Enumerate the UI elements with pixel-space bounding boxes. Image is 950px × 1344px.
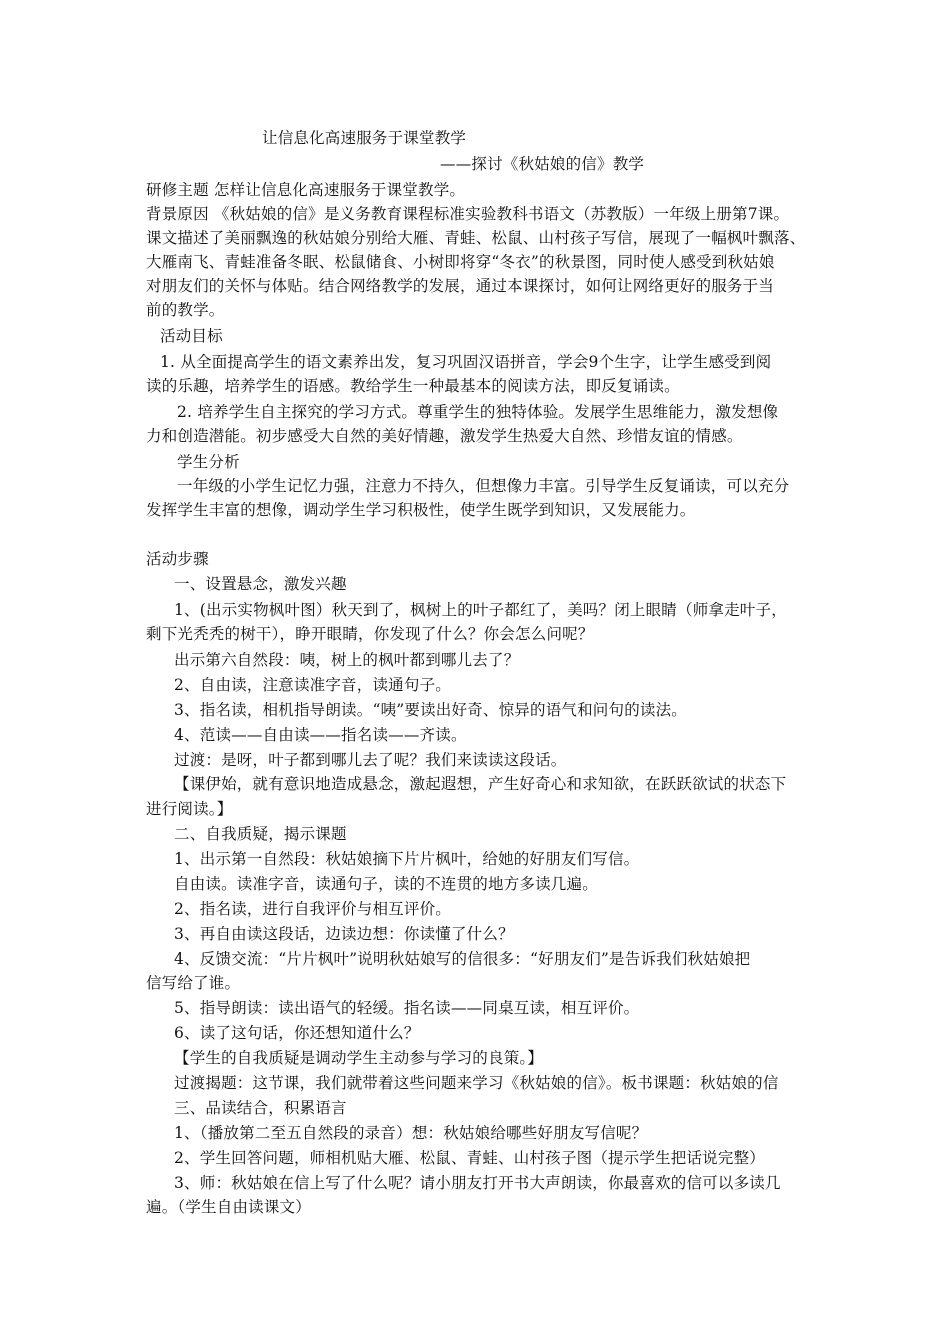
step-item: 3、指名读，相机指导朗读。“咦”要读出好奇、惊异的语气和问句的读法。	[174, 701, 688, 719]
step-item: 1、（播放第二至五自然段的录音）想：秋姑娘给哪些好朋友写信呢？	[174, 1124, 648, 1142]
step-item: 1、出示第一自然段：秋姑娘摘下片片枫叶，给她的好朋友们写信。	[174, 850, 640, 868]
document-subtitle: ——探讨《秋姑娘的信》教学	[440, 155, 645, 173]
background-line: 背景原因 《秋姑娘的信》是义务教育课程标准实验教科书语文（苏教版）一年级上册第7课。	[146, 205, 790, 223]
paragraph-line: 遍。（学生自由读课文）	[146, 1198, 311, 1216]
paragraph-line: 对朋友们的关怀与体贴。结合网络教学的发展，通过本课探讨，如何让网络更好的服务于当	[146, 277, 775, 295]
step-heading-2: 二、自我质疑，揭示课题	[174, 825, 347, 843]
step-item: 出示第六自然段：咦，树上的枫叶都到哪儿去了？	[174, 651, 520, 669]
research-topic-line: 研修主题 怎样让信息化高速服务于课堂教学。	[146, 181, 466, 199]
step-item: 4、反馈交流：“片片枫叶”说明秋姑娘写的信很多：“好朋友们”是告诉我们秋姑娘把	[174, 950, 751, 968]
step-item: 2、自由读，注意读准字音，读通句子。	[174, 676, 451, 694]
paragraph-line: 信写给了谁。	[146, 974, 241, 992]
section-heading-goals: 活动目标	[160, 327, 223, 345]
step-item: 5、指导朗读：读出语气的轻缓。指名读——同桌互读，相互评价。	[174, 999, 640, 1017]
step-item: 6、读了这句话，你还想知道什么？	[174, 1024, 420, 1042]
step-item: 2、指名读，进行自我评价与相互评价。	[174, 900, 451, 918]
step-item: 1、(出示实物枫叶图）秋天到了，枫树上的叶子都红了，美吗？闭上眼睛（师拿走叶子，	[174, 601, 787, 619]
step-item: 2、学生回答问题，师相机贴大雁、松鼠、青蛙、山村孩子图（提示学生把话说完整）	[174, 1149, 765, 1167]
goal-item-2: 2. 培养学生自主探究的学习方式。尊重学生的独特体验。发展学生思维能力，激发想像	[177, 403, 779, 421]
paragraph-line: 进行阅读。】	[146, 800, 233, 818]
document-title: 让信息化高速服务于课堂教学	[262, 129, 467, 147]
paragraph-line: 剩下光秃秃的树干），睁开眼睛，你发现了什么？你会怎么问呢？	[146, 625, 594, 643]
section-heading-student-analysis: 学生分析	[177, 453, 240, 471]
comment-line: 【学生的自我质疑是调动学生主动参与学习的良策。】	[174, 1049, 544, 1067]
comment-line: 【课伊始，就有意识地造成悬念，激起遐想，产生好奇心和求知欲，在跃跃欲试的状态下	[174, 775, 787, 793]
step-heading-3: 三、品读结合，积累语言	[174, 1099, 347, 1117]
step-heading-1: 一、设置悬念，激发兴趣	[174, 575, 347, 593]
goal-item-1: 1. 从全面提高学生的语文素养出发，复习巩固汉语拼音，学会9个生字，让学生感受到阅	[160, 353, 772, 371]
paragraph-line: 发挥学生丰富的想像，调动学生学习积极性，使学生既学到知识，又发展能力。	[146, 501, 696, 519]
section-heading-steps: 活动步骤	[146, 550, 209, 568]
paragraph-line: 大雁南飞、青蛙准备冬眠、松鼠储食、小树即将穿“冬衣”的秋景图，同时使人感受到秋姑娘	[146, 253, 775, 271]
step-item: 4、范读——自由读——指名读——齐读。	[174, 726, 467, 744]
step-item: 自由读。读准字音，读通句子，读的不连贯的地方多读几遍。	[174, 875, 598, 893]
transition-line: 过渡：是呀，叶子都到哪儿去了呢？我们来读读这段话。	[174, 751, 567, 769]
paragraph-line: 前的教学。	[146, 301, 225, 319]
step-item: 3、师：秋姑娘在信上写了什么呢？请小朋友打开书大声朗读，你最喜欢的信可以多读几	[174, 1174, 781, 1192]
transition-line: 过渡揭题：这节课，我们就带着这些问题来学习《秋姑娘的信》。板书课题：秋姑娘的信	[174, 1074, 779, 1092]
paragraph-line: 力和创造潜能。初步感受大自然的美好情趣，激发学生热爱大自然、珍惜友谊的情感。	[146, 427, 743, 445]
paragraph-line: 读的乐趣，培养学生的语感。教给学生一种最基本的阅读方法，即反复诵读。	[146, 377, 680, 395]
step-item: 3、再自由读这段话，边读边想：你读懂了什么？	[174, 925, 514, 943]
paragraph-line: 课文描述了美丽飘逸的秋姑娘分别给大雁、青蛙、松鼠、山村孩子写信，展现了一幅枫叶飘落、	[146, 229, 806, 247]
student-analysis-line: 一年级的小学生记忆力强，注意力不持久，但想像力丰富。引导学生反复诵读，可以充分	[177, 477, 790, 495]
